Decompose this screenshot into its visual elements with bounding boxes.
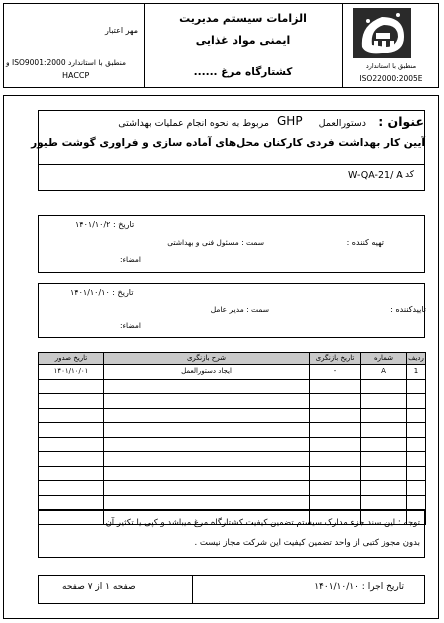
subject-line1-c: مربوط به نحوه انجام عملیات بهداشتی — [118, 118, 269, 129]
history-cell — [361, 394, 407, 409]
table-row — [39, 365, 426, 380]
prepared-signature: امضاء: — [120, 255, 141, 264]
history-cell — [310, 481, 361, 496]
history-cell: - — [310, 365, 361, 380]
history-cell — [39, 423, 104, 438]
history-cell — [39, 466, 104, 481]
history-cell — [104, 452, 310, 467]
history-cell — [407, 452, 426, 467]
history-cell — [310, 423, 361, 438]
history-cell — [361, 423, 407, 438]
history-cell — [39, 394, 104, 409]
history-cell — [361, 408, 407, 423]
history-cell — [407, 408, 426, 423]
logo-caption-1: منطبق با استاندارد — [365, 62, 417, 70]
history-cell — [104, 423, 310, 438]
header-title-cell — [144, 4, 343, 87]
history-cell — [407, 495, 426, 510]
header-title-line2: ایمنی مواد غذایی — [195, 34, 291, 47]
history-header-cell: شرح بازنگری — [104, 353, 310, 365]
document-header — [3, 3, 439, 88]
history-cell: 1 — [407, 365, 426, 380]
history-header-cell: ردیف — [407, 353, 426, 365]
approved-label: تاییدکننده : — [390, 305, 426, 314]
history-cell — [39, 452, 104, 467]
history-cell — [407, 437, 426, 452]
execution-date: تاریخ اجرا : ۱۴۰۱/۱۰/۱۰ — [314, 582, 404, 592]
history-cell — [310, 466, 361, 481]
table-row — [39, 379, 426, 394]
history-cell — [361, 452, 407, 467]
history-cell — [104, 466, 310, 481]
history-cell — [407, 466, 426, 481]
revision-history-table — [38, 352, 425, 525]
header-logo-cell — [342, 4, 440, 87]
history-header-cell: تاریخ صدور — [39, 353, 104, 365]
table-row — [39, 437, 426, 452]
header-title-line1: الزامات سیستم مدیریت — [179, 12, 307, 25]
table-row — [39, 466, 426, 481]
table-row — [39, 408, 426, 423]
table-row — [39, 452, 426, 467]
subject-label: عنوان : — [378, 114, 424, 129]
company-logo-icon — [352, 7, 412, 61]
history-cell — [361, 379, 407, 394]
history-cell — [361, 495, 407, 510]
history-cell — [361, 481, 407, 496]
stamp-label: مهر اعتبار — [104, 26, 138, 35]
table-row — [39, 495, 426, 510]
history-cell — [407, 423, 426, 438]
history-cell — [407, 394, 426, 409]
history-cell — [104, 394, 310, 409]
history-cell — [310, 394, 361, 409]
history-cell — [407, 379, 426, 394]
history-cell — [39, 379, 104, 394]
history-cell — [39, 481, 104, 496]
history-cell — [104, 379, 310, 394]
table-row — [39, 481, 426, 496]
approved-signature: امضاء: — [120, 321, 141, 330]
history-cell — [39, 408, 104, 423]
note-line1: توجه : این سند جزء مدارک سیستم تضمین کیفیت کشتارگاه مرغ میباشد و کپی یا تکثیر آن — [105, 518, 420, 528]
history-cell: ۱۴۰۱/۱۰/۰۱ — [39, 365, 104, 380]
logo-caption-2: ISO22000:2005E — [359, 74, 423, 83]
approved-position: سمت : مدیر عامل — [210, 305, 269, 314]
subject-line1-a: دستورالعمل — [318, 118, 366, 129]
history-cell: A — [361, 365, 407, 380]
history-cell — [104, 481, 310, 496]
table-row — [39, 423, 426, 438]
subject-ghp: GHP — [277, 114, 303, 128]
page-number: صفحه ۱ از ۷ صفحه — [62, 582, 136, 592]
history-cell — [310, 379, 361, 394]
history-cell — [310, 452, 361, 467]
history-cell — [361, 466, 407, 481]
history-header-cell: تاریخ بازنگری — [310, 353, 361, 365]
standards-text: منطبق با استاندارد ISO9001:2000 و — [6, 58, 127, 67]
history-cell — [310, 408, 361, 423]
table-row — [39, 394, 426, 409]
history-cell — [310, 495, 361, 510]
prepared-date: تاریخ : ۱۴۰۱/۱۰/۲ — [75, 220, 135, 229]
haccp-text: HACCP — [62, 71, 90, 80]
approved-date: تاریخ : ۱۴۰۱/۱۰/۱۰ — [70, 288, 134, 297]
history-cell — [39, 437, 104, 452]
history-cell: ایجاد دستورالعمل — [104, 365, 310, 380]
footer-divider — [192, 575, 193, 604]
history-cell — [407, 481, 426, 496]
prepared-label: تهیه کننده : — [346, 238, 384, 247]
header-title-line3: کشتارگاه مرغ ...... — [193, 66, 293, 78]
prepared-position: سمت : مسئول فنی و بهداشتی — [167, 238, 264, 247]
history-cell — [310, 437, 361, 452]
code-value: W-QA-21/ A — [348, 170, 403, 181]
history-cell — [39, 495, 104, 510]
history-cell — [104, 408, 310, 423]
history-cell — [104, 437, 310, 452]
subject-title: آیین کار بهداشت فردی کارکنان محل‌های آماده سازی و فراوری گوشت طیور — [31, 137, 425, 149]
note-line2: بدون مجوز کتبی از واحد تضمین کیفیت این شرکت مجاز نیست . — [194, 538, 420, 548]
header-standards-cell — [4, 4, 145, 87]
code-label: کد : — [399, 170, 414, 180]
history-header-cell: شماره — [361, 353, 407, 365]
history-cell — [361, 437, 407, 452]
history-cell — [104, 495, 310, 510]
